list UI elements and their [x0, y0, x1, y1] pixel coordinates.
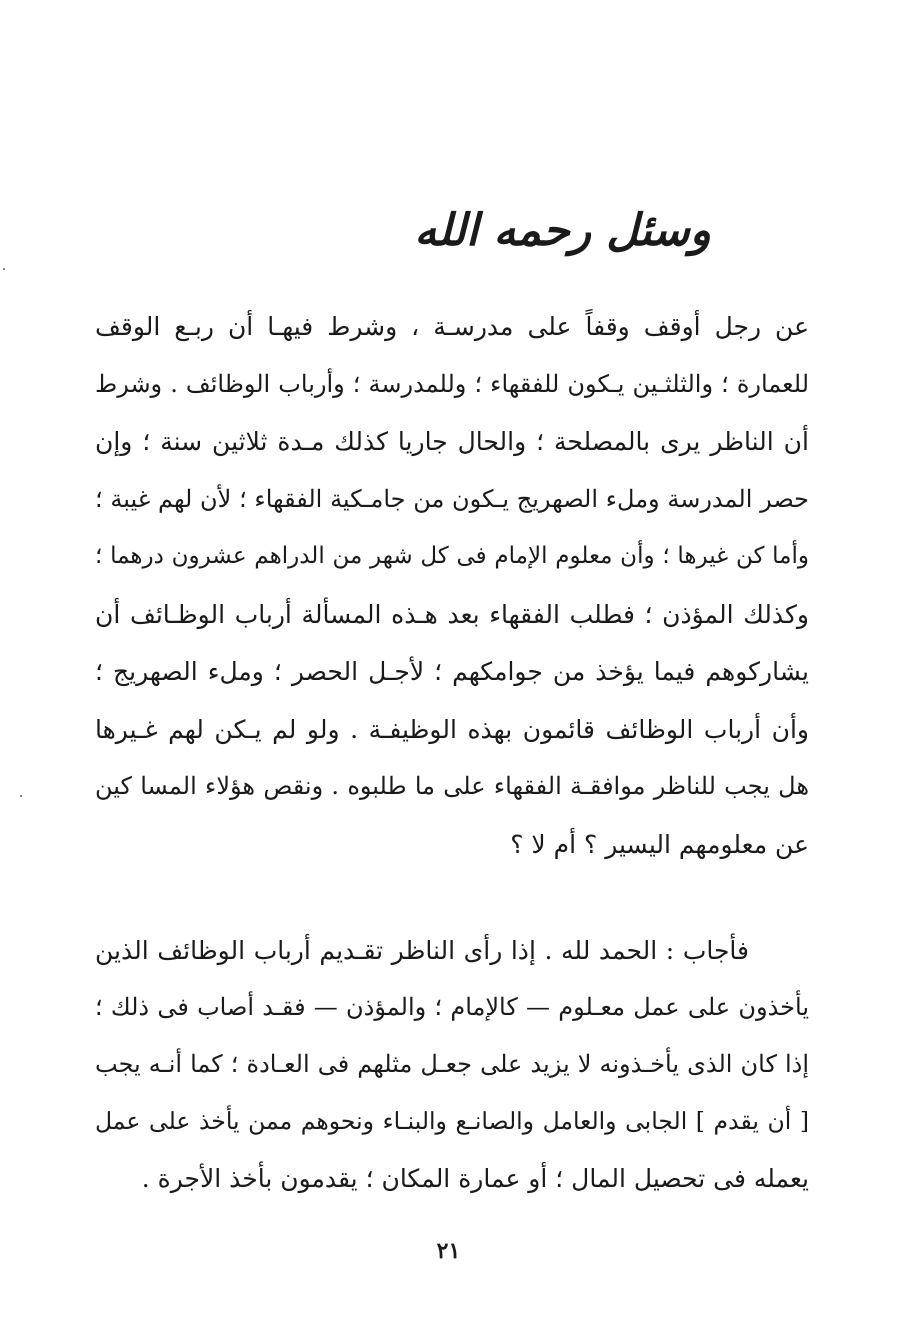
- question-line: للعمارة ؛ والثلثـين يـكون للفقهاء ؛ وللمدرسة ؛ وأرباب الوظائف . وشرط: [95, 369, 809, 398]
- question-line: حصر المدرسة وملء الصهريج يـكون من جامـكية الفقهاء ؛ لأن لهم غيبة ؛: [95, 484, 809, 513]
- page-number: ٢١: [436, 1238, 461, 1264]
- question-line: وأن أرباب الوظائف قائمون بهذه الوظيفـة . ولو لم يـكن لهم غـيرها: [95, 714, 809, 744]
- scan-speck: [20, 795, 22, 797]
- question-line: وكذلك المؤذن ؛ فطلب الفقهاء بعد هـذه المسألة أرباب الوظـائف أن: [95, 599, 809, 629]
- answer-paragraph: [95, 922, 809, 1207]
- answer-line: فأجاب : الحمد لله . إذا رأى الناظر تقـديم أرباب الوظائف الذين: [95, 936, 749, 965]
- question-line: عن معلومهم اليسير ؟ أم لا ؟: [510, 829, 809, 859]
- answer-line: يأخذون على عمل معـلوم — كالإمام ؛ والمؤذن — فقـد أصاب فى ذلك ؛: [95, 993, 809, 1021]
- question-line: وأما كن غيرها ؛ وأن معلوم الإمام فى كل شهر من الدراهم عشرون درهما ؛: [95, 543, 809, 569]
- question-line: يشاركوهم فيما يؤخذ من جوامكهم ؛ لأجـل الحصر ؛ وملء الصهريج ؛: [95, 657, 809, 686]
- answer-line: [ أن يقدم ] الجابى والعامل والصانـع والبنـاء ونحوهم ممن يأخذ على عمل: [95, 1107, 809, 1135]
- answer-line: إذا كان الذى يأخـذونه لا يزيد على جعـل مثلهم فى العـادة ؛ كما أنـه يجب: [95, 1050, 809, 1078]
- question-line: عن رجل أوقف وقفاً على مدرسـة ، وشرط فيهـا أن ربـع الوقف: [95, 312, 809, 341]
- section-heading: وسئل رحمه الله: [414, 205, 711, 256]
- question-paragraph: [95, 298, 809, 873]
- answer-line: يعمله فى تحصيل المال ؛ أو عمارة المكان ؛ يقدمون بأخذ الأجرة .: [141, 1164, 809, 1193]
- scan-speck: [3, 268, 5, 270]
- question-line: أن الناظر يرى بالمصلحة ؛ والحال جاريا كذلك مـدة ثلاثين سنة ؛ وإن: [95, 427, 809, 456]
- question-line: هل يجب للناظر موافقـة الفقهاء على ما طلبوه . ونقص هؤلاء المسا كين: [95, 772, 809, 800]
